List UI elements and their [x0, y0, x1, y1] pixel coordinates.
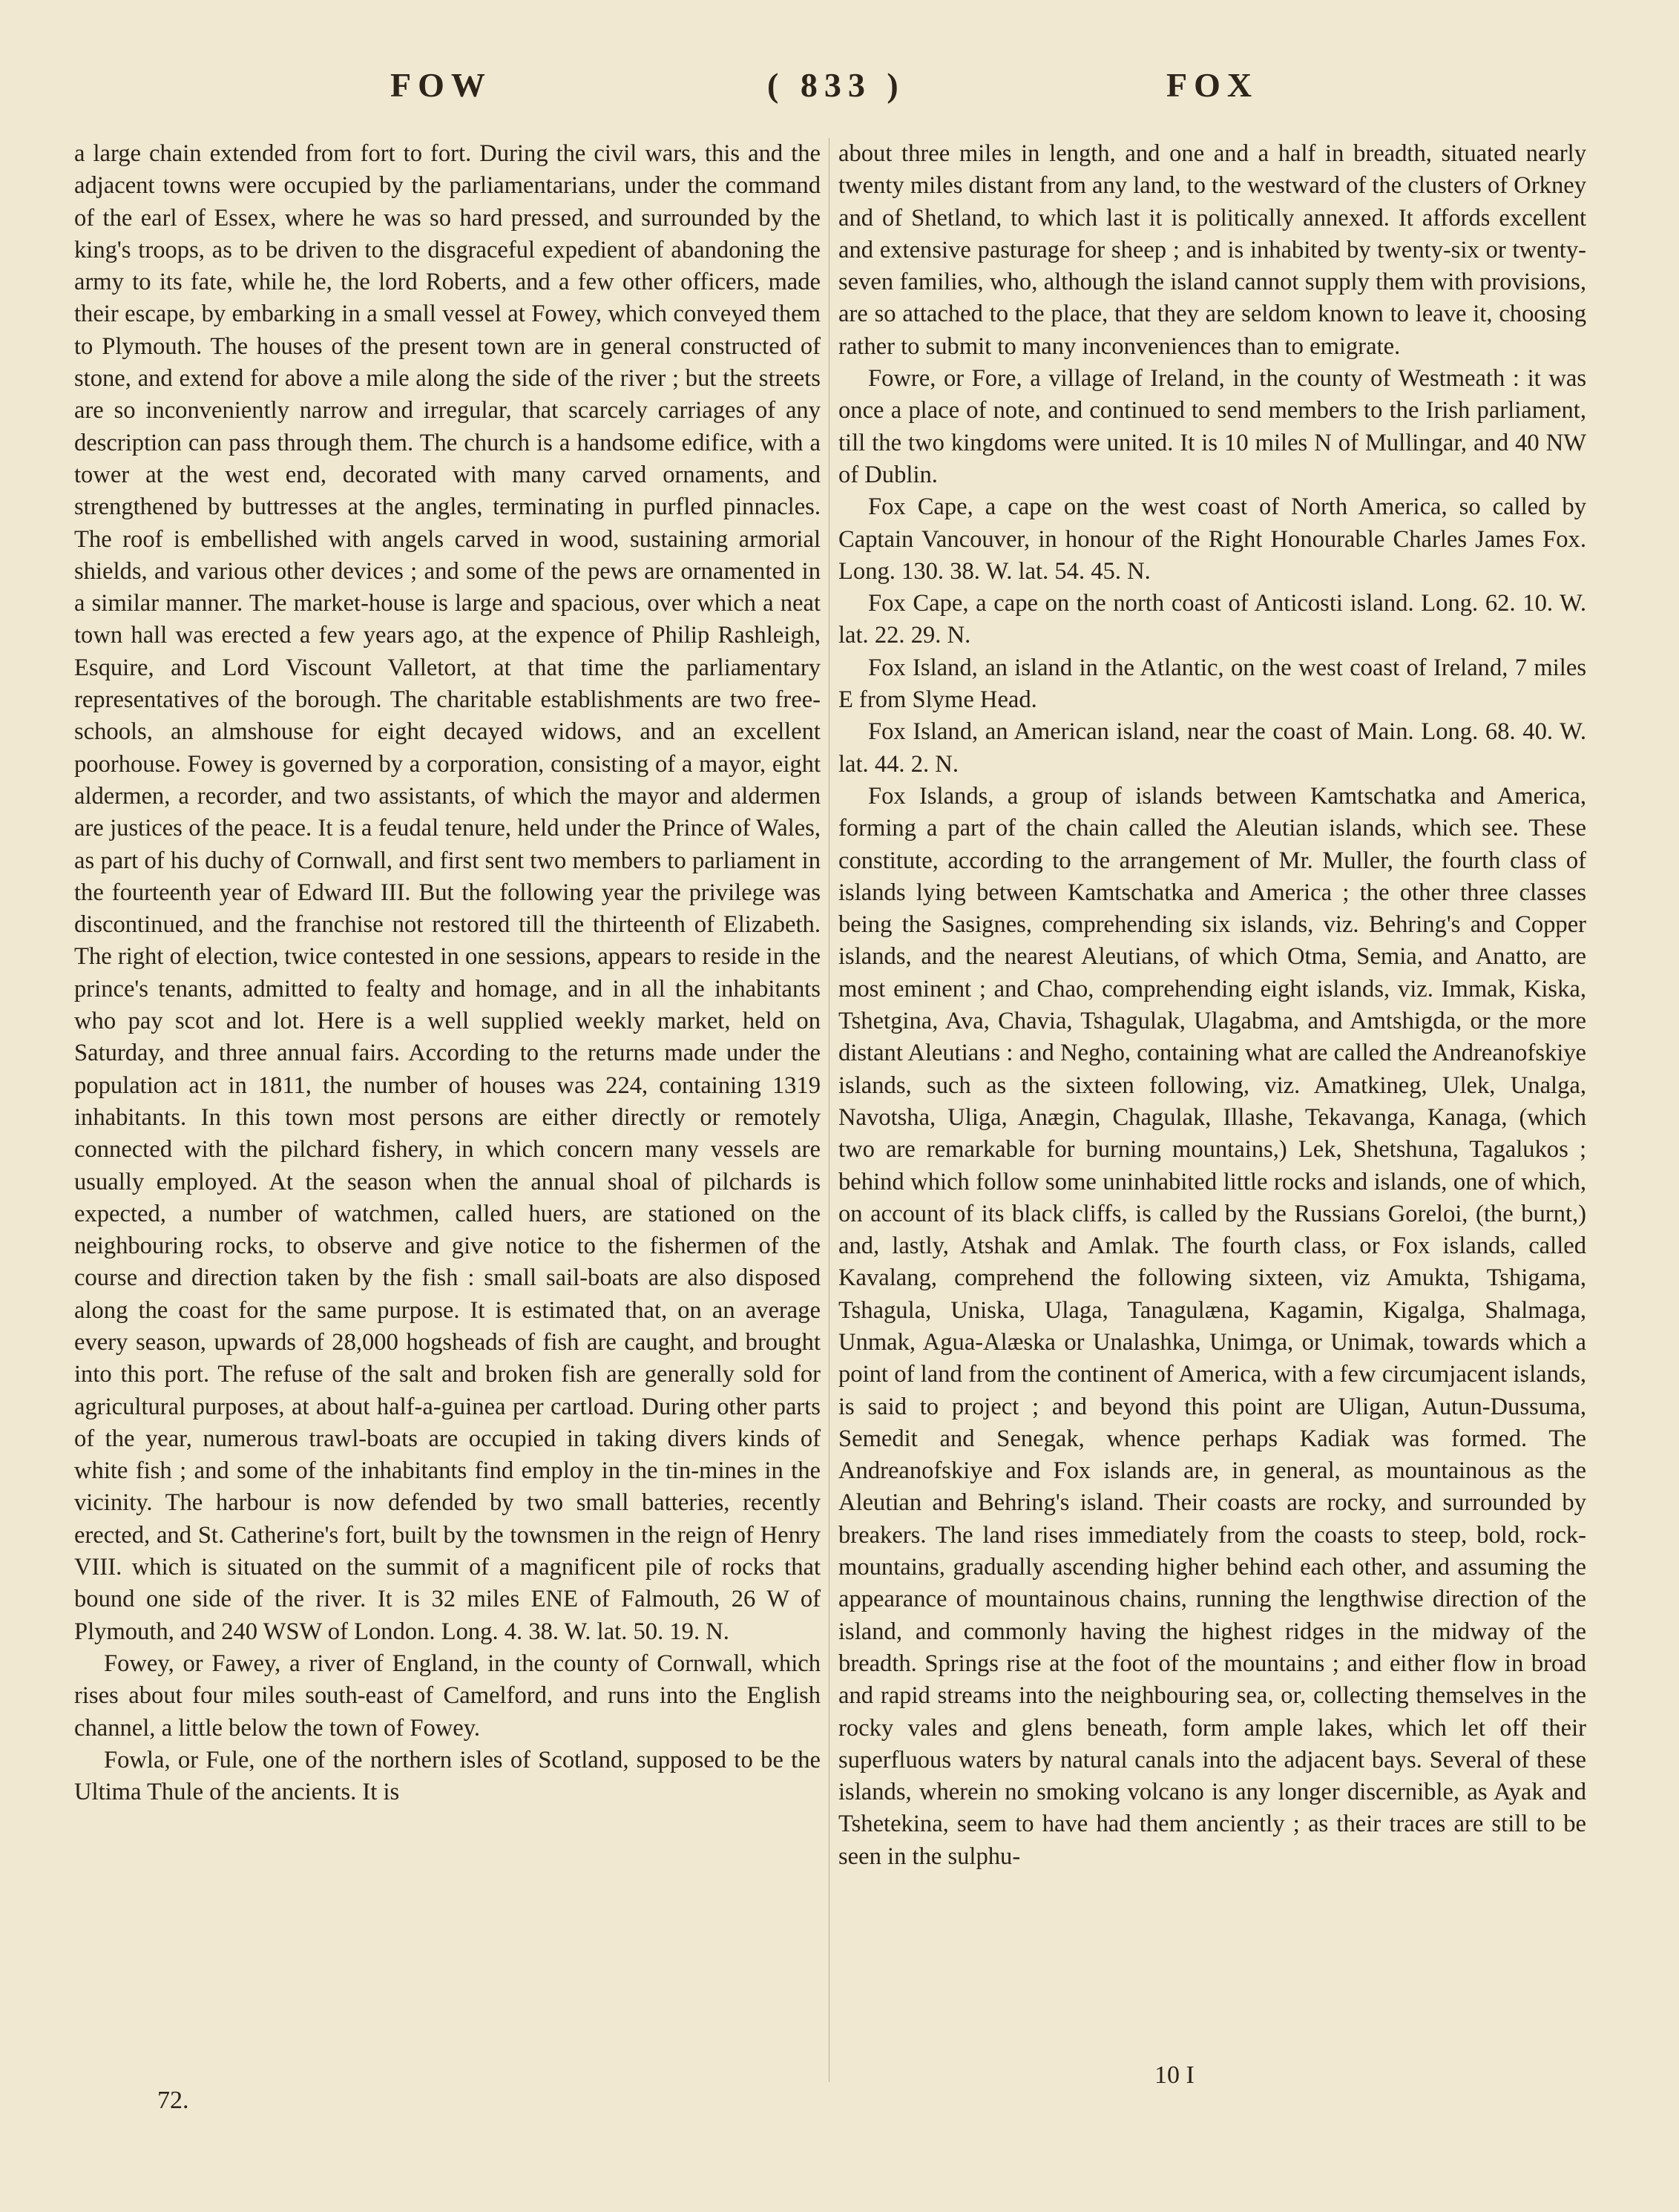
entry-fox-islands: Fox Islands, a group of islands between Kamtschatka and America, forming a part of the chain called the Aleutian islands, which see. These constitute, according to the arrangement of Mr. Muller, the fourth class of islands lying between Kamtschatka and America ; the other three classes being the Sasignes, comprehending six islands, viz. Behring's and Copper islands, and the nearest Aleutians, of which Otma, Semia, and Anatto, are most eminent ; and Chao, comprehending eight islands, viz. Immak, Kiska, Tshetgina, Ava, Chavia, Tshagulak, Ulagabma, and Amtshigda, or the more distant Aleutians : and Negho, containing what are called the Andreanofskiye islands, such as the sixteen following, viz. Amatkineg, Ulek, Unalga, Navotsha, Uliga, Anægin, Chagulak, Illashe, Tekavanga, Kanaga, (which two are remarkable for burning mountains,) Lek, Shetshuna, Tagalukos ; behind which follow some uninhabited little rocks and islands, one of which, on account of its black cliffs, is called by the Russians Goreloi, (the burnt,) and, lastly, Atshak and Amlak. The fourth class, or Fox islands, called Kavalang, comprehend the following sixteen, viz Amukta, Tshigama, Tshagula, Uniska, Ulaga, Tanagulæna, Kagamin, Kigalga, Shalmaga, Unmak, Agua-Alæska or Unalashka, Unimga, or Unimak, towards which a point of land from the continent of America, with a few circumjacent islands, is said to project ; and beyond this point are Uligan, Autun-Dussuma, Semedit and Senegak, whence perhaps Kadiak was formed. The Andreanofskiye and Fox islands are, in general, as mountainous as the Aleutian and Behring's island. Their coasts are rocky, and surrounded by breakers. The land rises immediately from the coasts to steep, bold, rock-mountains, gradually ascending higher behind each other, and assuming the appearance of mountainous chains, running the lengthwise direction of the island, and commonly having the highest ridges in the midway of the breadth. Springs rise at the foot of the mountains ; and either flow in broad and rapid streams into the neighbouring sea, or, collecting themselves in the rocky vales and glens beneath, form ample lakes, which let off their superfluous waters by natural canals into the adjacent bays. Several of these islands, wherein no smoking volcano is any longer discernible, as Ayak and Tshetekina, seem to have had them anciently ; as their traces are still to be seen in the sulphu-	[838, 782, 1586, 1870]
entry-fowre: Fowre, or Fore, a village of Ireland, in the county of Westmeath : it was once a place of note, and continued to send members to the Irish parliament, till the two kingdoms were united. It is 10 miles N of Mullingar, and 40 NW of Dublin.	[838, 365, 1586, 488]
page-number: ( 833 )	[767, 66, 905, 104]
signature-mark: 72.	[157, 2087, 189, 2114]
running-header	[0, 65, 1679, 110]
entry-fox-cape-west: Fox Cape, a cape on the west coast of North America, so called by Captain Vancouver, in honour of the Right Honourable Charles James Fox. Long. 130. 38. W. lat. 54. 45. N.	[838, 493, 1586, 585]
right-column	[838, 138, 1586, 1873]
entry-fox-island-atlantic: Fox Island, an island in the Atlantic, on the west coast of Ireland, 7 miles E from Slyme Head.	[838, 654, 1586, 714]
entry-fowey-river: Fowey, or Fawey, a river of England, in the county of Cornwall, which rises about four miles south-east of Camelford, and runs into the English channel, a little below the town of Fowey.	[74, 1650, 821, 1742]
fowla-continuation: about three miles in length, and one and a half in breadth, situated nearly twenty miles distant from any land, to the westward of the clusters of Orkney and of Shetland, to which last it is politically annexed. It affords excellent and extensive pasturage for sheep ; and is inhabited by twenty-six or twenty-seven families, who, although the island cannot supply them with provisions, are so attached to the place, that they are seldom known to leave it, choosing rather to submit to many inconveniences than to emigrate.	[838, 140, 1586, 360]
entry-fowla: Fowla, or Fule, one of the northern isles of Scotland, supposed to be the Ultima Thule of the ancients. It is	[74, 1746, 821, 1806]
header-right-word: FOX	[1166, 66, 1259, 104]
entry-fox-cape-north: Fox Cape, a cape on the north coast of Anticosti island. Long. 62. 10. W. lat. 22. 29. N.	[838, 590, 1586, 649]
left-column	[74, 138, 821, 1808]
entry-fox-island-american: Fox Island, an American island, near the coast of Main. Long. 68. 40. W. lat. 44. 2. N.	[838, 718, 1586, 778]
fowey-town-continuation: a large chain extended from fort to fort. During the civil wars, this and the adjacent towns were occupied by the parliamentarians, under the command of the earl of Essex, where he was so hard pressed, and surrounded by the king's troops, as to be driven to the disgraceful expedient of abandoning the army to its fate, while he, the lord Roberts, and a few other officers, made their escape, by embarking in a small vessel at Fowey, which conveyed them to Plymouth. The houses of the present town are in general constructed of stone, and extend for above a mile along the side of the river ; but the streets are so inconveniently narrow and irregular, that scarcely carriages of any description can pass through them. The church is a handsome edifice, with a tower at the west end, decorated with many carved ornaments, and strengthened by buttresses at the angles, terminating in purfled pinnacles. The roof is embellished with angels carved in wood, sustaining armorial shields, and various other devices ; and some of the pews are ornamented in a similar manner. The market-house is large and spacious, over which a neat town hall was erected a few years ago, at the expence of Philip Rashleigh, Esquire, and Lord Viscount Valletort, at that time the parliamentary representatives of the borough. The charitable establishments are two free-schools, an almshouse for eight decayed widows, and an excellent poorhouse. Fowey is governed by a corporation, consisting of a mayor, eight aldermen, a recorder, and two assistants, of which the mayor and aldermen are justices of the peace. It is a feudal tenure, held under the Prince of Wales, as part of his duchy of Cornwall, and first sent two members to parliament in the fourteenth year of Edward III. But the following year the privilege was discontinued, and the franchise not restored till the thirteenth of Elizabeth. The right of election, twice contested in one sessions, appears to reside in the prince's tenants, admitted to fealty and homage, and in all the inhabitants who pay scot and lot. Here is a well supplied weekly market, held on Saturday, and three annual fairs. According to the returns made under the population act in 1811, the number of houses was 224, containing 1319 inhabitants. In this town most persons are either directly or remotely connected with the pilchard fishery, in which concern many vessels are usually employed. At the season when the annual shoal of pilchards is expected, a number of watchmen, called huers, are stationed on the neighbouring rocks, to observe and give notice to the fishermen of the course and direction taken by the fish : small sail-boats are also disposed along the coast for the same purpose. It is estimated that, on an average every season, upwards of 28,000 hogsheads of fish are caught, and brought into this port. The refuse of the salt and broken fish are generally sold for agricultural purposes, at about half-a-guinea per cartload. During other parts of the year, numerous trawl-boats are occupied in taking divers kinds of white fish ; and some of the inhabitants find employ in the tin-mines in the vicinity. The harbour is now defended by two small batteries, recently erected, and St. Catherine's fort, built by the townsmen in the reign of Henry VIII. which is situated on the summit of a magnificent pile of rocks that bound one side of the river. It is 32 miles ENE of Falmouth, 26 W of Plymouth, and 240 WSW of London. Long. 4. 38. W. lat. 50. 19. N.	[74, 140, 821, 1645]
header-left-word: FOW	[390, 66, 492, 104]
catchword: 10 I	[1154, 2061, 1195, 2089]
